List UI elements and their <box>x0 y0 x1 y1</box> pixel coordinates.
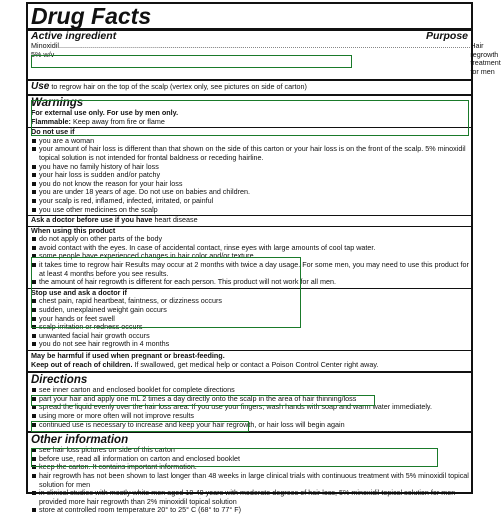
list-item: your hands or feet swell <box>31 315 471 324</box>
list-item: unwanted facial hair growth occurs <box>31 332 471 341</box>
do-not-use-heading: Do not use if <box>31 127 75 137</box>
list-item: you do not see hair regrowth in 4 months <box>31 340 471 349</box>
children-text: If swallowed, get medical help or contact a Poison Control Center right away. <box>134 359 379 369</box>
purpose-text: Hair regrowth treatment for men <box>470 41 501 76</box>
ask-doctor-line <box>28 216 471 225</box>
ask-doctor-text: heart disease <box>154 215 198 225</box>
list-item: avoid contact with the eyes. In case of accidental contact, rinse eyes with large amounts of cool tap water. <box>31 244 471 253</box>
drug-facts-panel <box>26 2 501 515</box>
other-info-section <box>28 433 471 515</box>
list-item: you have no family history of hair loss <box>31 163 471 172</box>
list-item: part your hair and apply one mL 2 times a day directly onto the scalp in the area of hair thinning/loss <box>31 395 471 404</box>
ingredient-text: Minoxidil 5% w/v <box>31 41 59 59</box>
flammable-line <box>28 118 471 127</box>
list-item: you are a woman <box>31 137 471 146</box>
list-item: spread the liquid evenly over the hair loss area. If you use your fingers, wash hands with soap and warm water immediately. <box>31 403 471 412</box>
flammable-text: Keep away from fire or flame <box>72 116 165 126</box>
active-ingredient-heading: Active ingredient <box>31 30 117 42</box>
ask-doctor-label: Ask a doctor before use if you have <box>31 215 153 225</box>
warnings-heading: Warnings <box>31 96 84 109</box>
other-info-heading: Other information <box>31 434 129 447</box>
active-ingredient-row <box>28 41 501 76</box>
list-item: store at controlled room temperature 20° to 25° C (68° to 77° F) <box>31 506 471 515</box>
list-item: keep the carton. It contains important information. <box>31 463 471 472</box>
list-item: sudden, unexplained weight gain occurs <box>31 306 471 315</box>
list-item: hair regrowth has not been shown to last longer than 48 weeks in large clinical trials with continuous treatment with 5% minoxidil topical solution for men <box>31 472 471 489</box>
list-item: before use, read all information on carton and enclosed booklet <box>31 455 471 464</box>
stop-use-list <box>28 297 471 349</box>
dot-leader: .............................................................................................................................................................................................................. <box>58 41 471 50</box>
do-not-use-list <box>28 137 471 214</box>
children-label: Keep out of reach of children. <box>31 359 133 369</box>
when-using-heading: When using this product <box>31 225 116 235</box>
children-line <box>28 361 471 370</box>
list-item: in clinical studies with mostly white men aged 18-49 years with moderate degrees of hair loss, 5% minoxidil topical solution for men provided more hair regrowth than 2% minoxidil topical solution <box>31 489 471 506</box>
drug-facts-title: Drug Facts <box>31 3 152 29</box>
pregnancy-warning: May be harmful if used when pregnant or breast-feeding. <box>31 351 225 360</box>
list-item: the amount of hair regrowth is different for each person. This product will not work for all men. <box>31 278 471 287</box>
other-info-list <box>28 446 471 515</box>
flammable-label: Flammable: <box>31 116 71 126</box>
list-item: scalp irritation or redness occurs <box>31 323 471 332</box>
stop-use-heading: Stop use and ask a doctor if <box>31 287 127 297</box>
list-item: you use other medicines on the scalp <box>31 206 471 215</box>
list-item: continued use is necessary to increase and keep your hair regrowth, or hair loss will begin again <box>31 421 471 430</box>
use-text: to regrow hair on the top of the scalp (vertex only, see pictures on side of carton) <box>51 82 307 92</box>
list-item: see inner carton and enclosed booklet for complete directions <box>31 386 471 395</box>
when-using-list <box>28 235 471 287</box>
directions-heading: Directions <box>31 374 88 387</box>
use-section <box>28 81 471 94</box>
list-item: using more or more often will not improve results <box>31 412 471 421</box>
list-item: your amount of hair loss is different than that shown on the side of this carton or your hair loss is on the front of the scalp. 5% minoxidil topical solution is not intended for frontal baldness or receding hairline. <box>31 145 471 162</box>
purpose-heading: Purpose <box>425 30 468 42</box>
list-item: your hair loss is sudden and/or patchy <box>31 171 471 180</box>
list-item: your scalp is red, inflamed, infected, irritated, or painful <box>31 197 471 206</box>
list-item: see hair loss pictures on side of this carton <box>31 446 471 455</box>
warnings-section <box>28 96 471 369</box>
directions-section <box>28 373 471 429</box>
list-item: you are under 18 years of age. Do not use on babies and children. <box>31 188 471 197</box>
directions-list <box>28 386 471 429</box>
list-item: chest pain, rapid heartbeat, faintness, or dizziness occurs <box>31 297 471 306</box>
list-item: do not apply on other parts of the body <box>31 235 471 244</box>
external-use-text: For external use only. For use by men only. <box>31 107 179 117</box>
list-item: it takes time to regrow hair Results may occur at 2 months with twice a day usage. For some men, you may need to use this product for at least 4 months before you see results. <box>31 261 471 278</box>
use-heading: Use <box>31 81 50 93</box>
list-item: you do not know the reason for your hair loss <box>31 180 471 189</box>
list-item: some people have experienced changes in hair color and/or texture <box>31 252 471 261</box>
